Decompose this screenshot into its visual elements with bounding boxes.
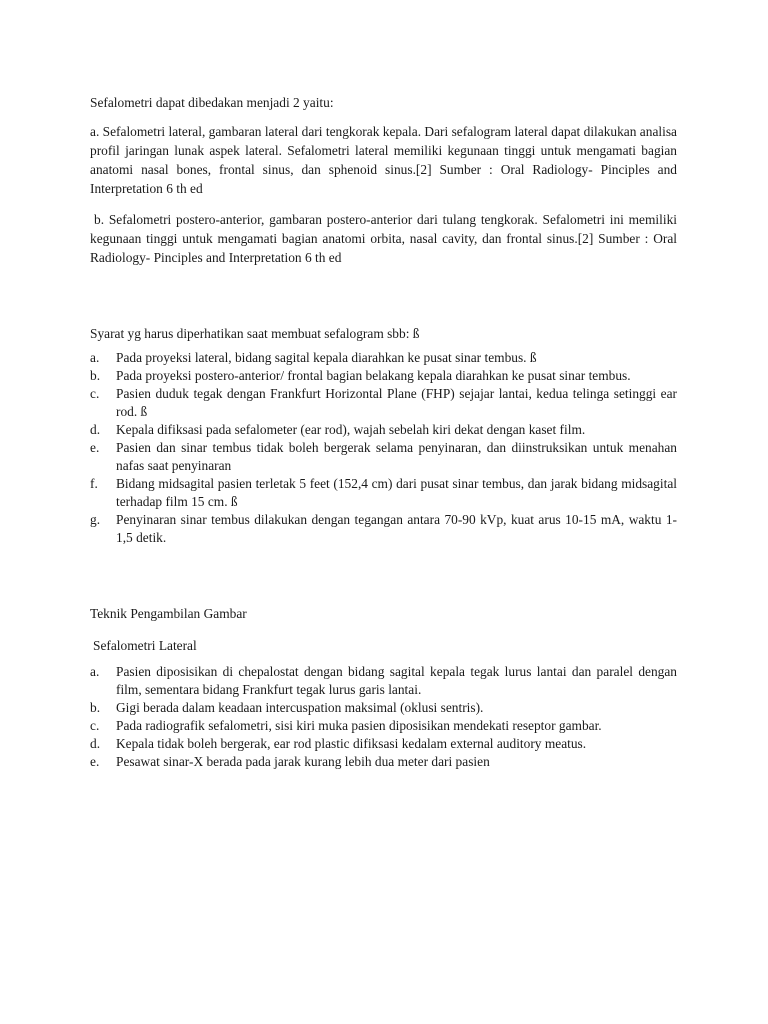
list-marker: a. (90, 350, 100, 365)
list-item-text: Pasien diposisikan di chepalostat dengan bidang sagital kepala tegak lurus lantai dan paralel dengan film, sementara bidang Frankfurt tegak lurus garis lantai. (116, 664, 677, 697)
list-item (90, 439, 677, 475)
list-item (90, 349, 677, 367)
list-item (90, 717, 677, 735)
syarat-list (90, 349, 677, 547)
list-item (90, 663, 677, 699)
paragraph-postero-anterior: b. Sefalometri postero-anterior, gambaran postero-anterior dari tulang tengkorak. Sefalometri ini memiliki kegunaan tinggi untuk mengamati bagian anatomi orbita, nasal cavity, dan frontal sinus.[2] Sumber : Oral Radiology- Pinciples and Interpretation 6 th ed (90, 212, 677, 265)
list-item (90, 385, 677, 421)
list-item (90, 421, 677, 439)
list-marker: g. (90, 512, 101, 527)
list-item (90, 699, 677, 717)
paragraph-lateral: a. Sefalometri lateral, gambaran lateral dari tengkorak kepala. Dari sefalogram lateral dapat dilakukan analisa profil jaringan lunak aspek lateral. Sefalometri lateral memiliki kegunaan tinggi untuk mengamati bagian anatomi nasal bones, frontal sinus, dan sphenoid sinus.[2] Sumber : Oral Radiology- Pinciples and Interpretation 6 th ed (90, 124, 677, 196)
list-item-text: Bidang midsagital pasien terletak 5 feet (152,4 cm) dari pusat sinar tembus, dan jarak bidang midsagital terhadap film 15 cm. ß (116, 476, 677, 509)
list-item-text: Pada proyeksi postero-anterior/ frontal bagian belakang kepala diarahkan ke pusat sinar tembus. (116, 368, 631, 383)
list-item (90, 367, 677, 385)
list-item-text: Pesawat sinar-X berada pada jarak kurang lebih dua meter dari pasien (116, 754, 490, 769)
list-item-text: Pada radiografik sefalometri, sisi kiri muka pasien diposisikan mendekati reseptor gambar. (116, 718, 602, 733)
document-body (90, 93, 677, 771)
list-marker: c. (90, 386, 100, 401)
list-marker: e. (90, 754, 100, 769)
list-item-text: Penyinaran sinar tembus dilakukan dengan tegangan antara 70-90 kVp, kuat arus 10-15 mA, waktu 1-1,5 detik. (116, 512, 677, 545)
list-marker: d. (90, 736, 101, 751)
syarat-heading: Syarat yg harus diperhatikan saat membuat sefalogram sbb: ß (90, 326, 420, 341)
list-item (90, 753, 677, 771)
list-item-text: Pasien duduk tegak dengan Frankfurt Horizontal Plane (FHP) sejajar lantai, kedua telinga setinggi ear rod. ß (116, 386, 677, 419)
list-item (90, 511, 677, 547)
list-marker: a. (90, 664, 100, 679)
list-item-text: Kepala difiksasi pada sefalometer (ear rod), wajah sebelah kiri dekat dengan kaset film. (116, 422, 586, 437)
list-item-text: Pada proyeksi lateral, bidang sagital kepala diarahkan ke pusat sinar tembus. ß (116, 350, 537, 365)
lateral-list (90, 663, 677, 771)
list-marker: c. (90, 718, 100, 733)
list-marker: e. (90, 440, 100, 455)
list-marker: b. (90, 368, 101, 383)
list-item-text: Gigi berada dalam keadaan intercuspation maksimal (oklusi sentris). (116, 700, 484, 715)
list-marker: d. (90, 422, 101, 437)
list-marker: b. (90, 700, 101, 715)
list-item-text: Kepala tidak boleh bergerak, ear rod plastic difiksasi kedalam external auditory meatus. (116, 736, 587, 751)
list-item-text: Pasien dan sinar tembus tidak boleh bergerak selama penyinaran, dan diinstruksikan untuk menahan nafas saat penyinaran (116, 440, 677, 473)
list-item (90, 735, 677, 753)
list-item (90, 475, 677, 511)
teknik-heading: Teknik Pengambilan Gambar (90, 606, 247, 621)
lateral-subheading: Sefalometri Lateral (93, 638, 197, 653)
list-marker: f. (90, 476, 98, 491)
intro-text: Sefalometri dapat dibedakan menjadi 2 yaitu: (90, 95, 334, 110)
